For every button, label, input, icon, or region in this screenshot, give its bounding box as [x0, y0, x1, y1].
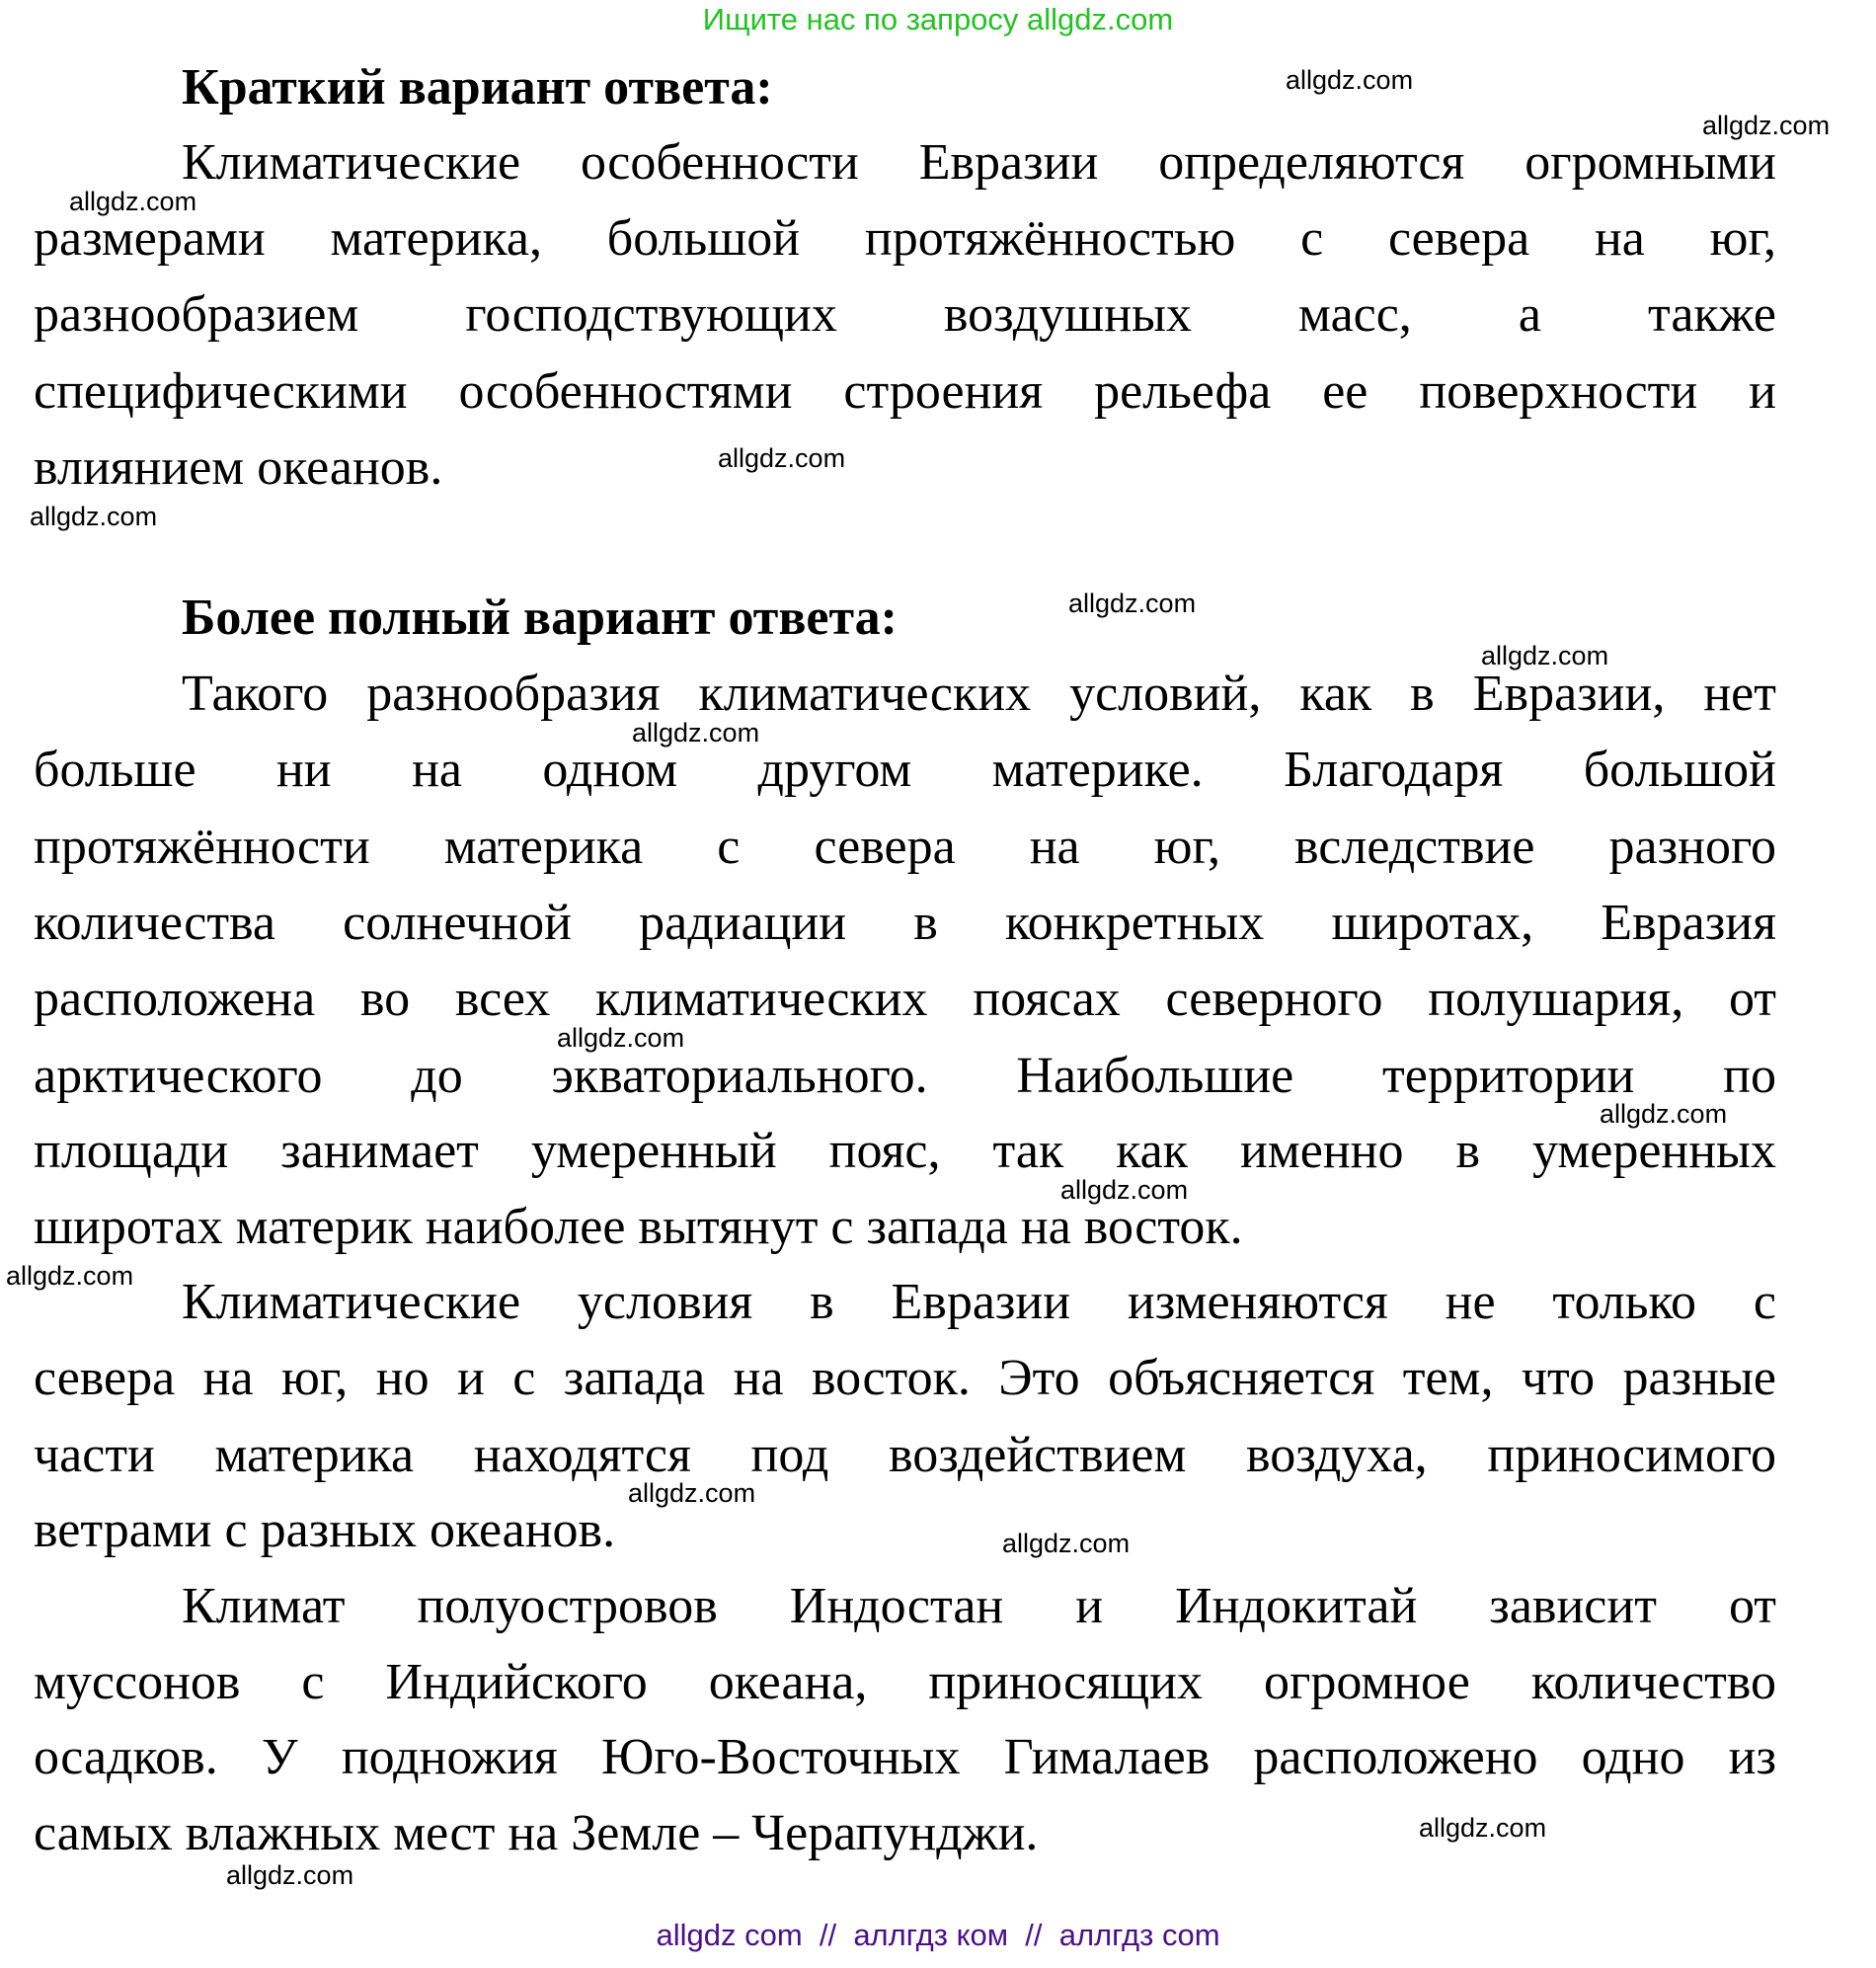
watermark: allgdz.com — [1481, 641, 1609, 670]
watermark: allgdz.com — [632, 718, 760, 748]
text-line: ветрами с разных океанов. — [34, 1502, 616, 1558]
watermark: allgdz.com — [1060, 1175, 1189, 1205]
watermark: allgdz.com — [1068, 589, 1197, 618]
text-line: Такого разнообразия климатических условий, как в Евразии, нет — [182, 666, 1776, 722]
search-hint-banner[interactable]: Ищите нас по запросу allgdz.com — [702, 2, 1174, 37]
text-line: севера на юг, но и с запада на восток. Это объясняется тем, что разные — [34, 1350, 1776, 1406]
watermark: allgdz.com — [1002, 1529, 1131, 1558]
text-line: разнообразием господствующих воздушных масс, а также — [34, 286, 1776, 343]
text-line: влиянием океанов. — [34, 439, 443, 496]
watermark: allgdz.com — [1702, 111, 1831, 140]
watermark: allgdz.com — [557, 1023, 685, 1053]
watermark: allgdz.com — [1286, 65, 1414, 95]
watermark: allgdz.com — [1419, 1813, 1547, 1843]
text-line: Климат полуостровов Индостан и Индокитай зависит от — [182, 1578, 1776, 1634]
text-line: широтах материк наиболее вытянут с запада на восток. — [34, 1199, 1243, 1255]
text-line: арктического до экваториального. Наибольшие территории по — [34, 1048, 1776, 1104]
watermark: allgdz.com — [718, 443, 846, 473]
text-line: осадков. У подножия Юго-Восточных Гималаев расположено одно из — [34, 1729, 1776, 1785]
watermark: allgdz.com — [1600, 1099, 1728, 1129]
text-line: самых влажных мест на Земле – Черапунджи. — [34, 1805, 1039, 1861]
text-line: площади занимает умеренный пояс, так как именно в умеренных — [34, 1123, 1776, 1179]
footer-site-links[interactable]: allgdz com // аллгдз ком // аллгдз com — [656, 1918, 1220, 1952]
text-line: муссонов с Индийского океана, приносящих огромное количество — [34, 1654, 1776, 1710]
text-line: размерами материка, большой протяжённостью с севера на юг, — [34, 210, 1776, 267]
section-heading: Краткий вариант ответа: — [182, 59, 773, 116]
text-line: Климатические условия в Евразии изменяются не только с — [182, 1274, 1776, 1330]
watermark: allgdz.com — [30, 502, 158, 531]
text-line: специфическими особенностями строения рельефа ее поверхности и — [34, 363, 1776, 420]
watermark: allgdz.com — [69, 187, 197, 216]
text-line: расположена во всех климатических поясах северного полушария, от — [34, 971, 1776, 1027]
text-line: количества солнечной радиации в конкретных широтах, Евразия — [34, 895, 1776, 951]
watermark: allgdz.com — [628, 1478, 756, 1508]
text-line: Климатические особенности Евразии определяются огромными — [182, 134, 1776, 191]
watermark: allgdz.com — [226, 1860, 354, 1890]
section-heading: Более полный вариант ответа: — [182, 590, 898, 646]
text-line: больше ни на одном другом материке. Благодаря большой — [34, 742, 1776, 798]
text-line: протяжённости материка с севера на юг, вследствие разного — [34, 819, 1776, 875]
text-line: части материка находятся под воздействием воздуха, приносимого — [34, 1427, 1776, 1483]
watermark: allgdz.com — [6, 1261, 134, 1291]
